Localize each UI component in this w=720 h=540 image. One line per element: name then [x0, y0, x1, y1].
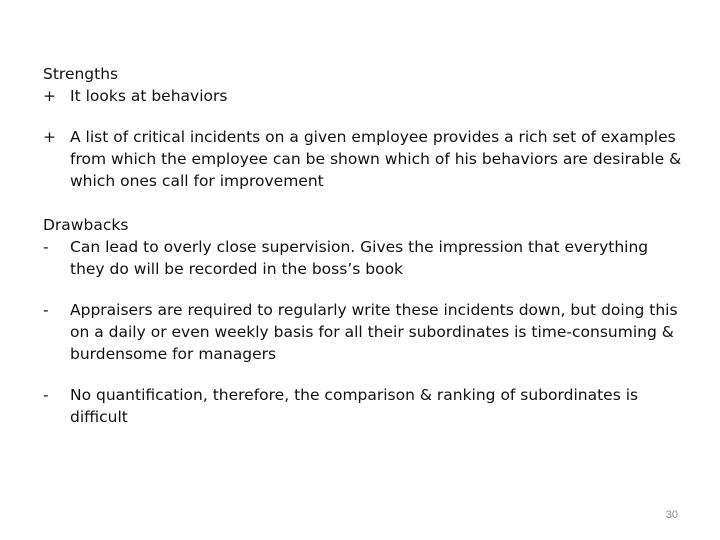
drawback-item-text: No quantification, therefore, the comparison & ranking of subordinates is difficult — [70, 386, 639, 426]
slide-content — [43, 63, 683, 428]
plus-bullet-icon: + — [43, 87, 56, 105]
strength-item — [43, 126, 683, 192]
strength-item-text: A list of critical incidents on a given employee provides a rich set of examples from which the employee can be shown which of his behaviors are desirable & which ones call for improvement — [70, 128, 682, 190]
strength-item-text: It looks at behaviors — [70, 87, 228, 105]
drawback-item — [43, 236, 683, 280]
drawback-item — [43, 384, 683, 428]
drawbacks-heading: Drawbacks — [43, 216, 129, 234]
drawback-item-text: Can lead to overly close supervision. Gives the impression that everything they do will be recorded in the boss’s book — [70, 238, 649, 278]
strengths-heading: Strengths — [43, 65, 119, 83]
drawback-item-text: Appraisers are required to regularly write these incidents down, but doing this on a daily or even weekly basis for all their subordinates is time-consuming & burdensome for managers — [70, 301, 678, 363]
dash-bullet-icon: - — [43, 386, 49, 404]
page-number: 30 — [665, 509, 678, 521]
strength-item — [43, 85, 683, 107]
drawback-item — [43, 299, 683, 365]
dash-bullet-icon: - — [43, 238, 49, 256]
dash-bullet-icon: - — [43, 301, 49, 319]
plus-bullet-icon: + — [43, 128, 56, 146]
